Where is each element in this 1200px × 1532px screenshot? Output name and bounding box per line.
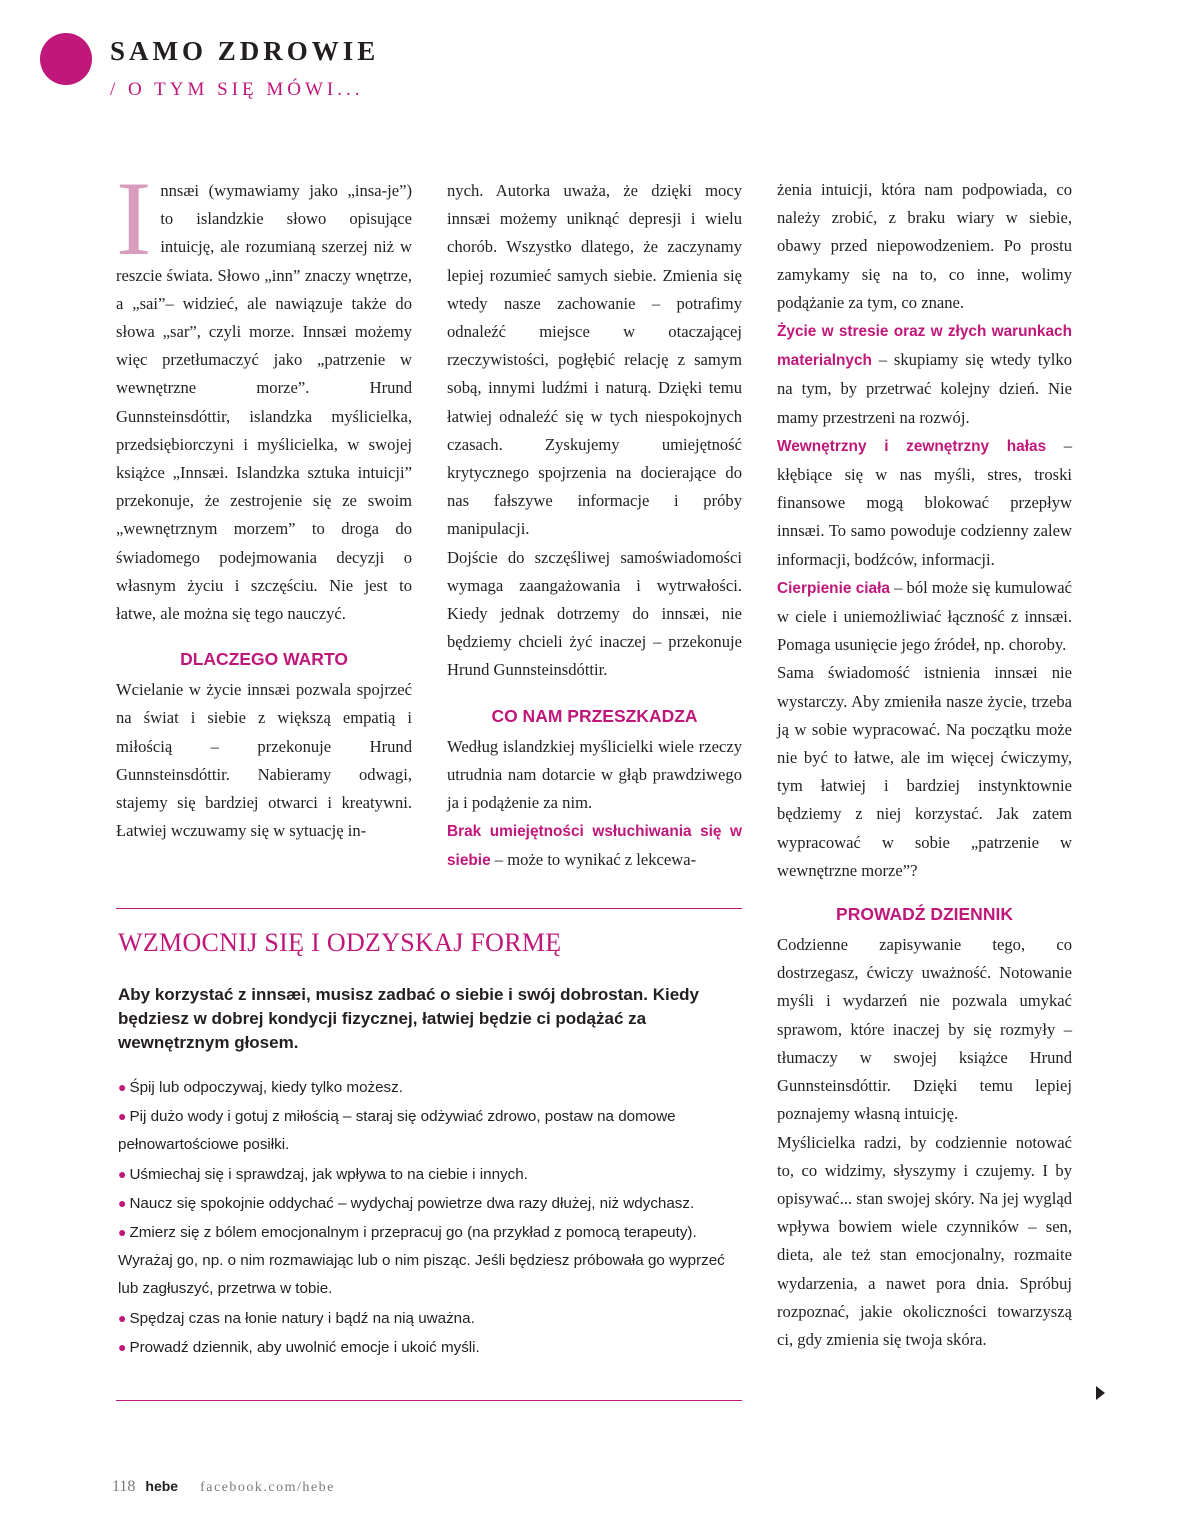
box-title: WZMOCNIJ SIĘ I ODZYSKAJ FORMĘ — [118, 928, 562, 957]
obstacle-text: – skupiamy się wtedy tylko na tym, by przetrwać kolejny dzień. Nie mamy przestrzeni na rozwój. — [777, 350, 1072, 427]
obstacle-lead: Życie w stresie oraz w złych warunkach materialnych — [777, 323, 1072, 370]
box-intro: Aby korzystać z innsæi, musisz zadbać o siebie i swój dobrostan. Kiedy będziesz w dobrej kondycji fizycznej, łatwiej będzie ci podążać za wewnętrznym głosem. — [118, 985, 699, 1052]
tips-list — [118, 1073, 746, 1362]
section-dot-icon — [40, 33, 92, 85]
triangle-right-icon — [1096, 1386, 1105, 1400]
bullet-icon: ● — [118, 1079, 127, 1095]
box-top-rule — [116, 908, 742, 909]
bullet-icon: ● — [118, 1338, 127, 1355]
why-paragraph: Wcielanie w życie innsæi pozwala spojrzeć na świat i siebie z większą empatią i miłością – przekonuje Hrund Gunnsteinsdóttir. Nabieramy odwagi, stajemy się bardziej otwarci i kreatywni. Łatwiej wczuwamy się w sytuację in- — [116, 680, 412, 841]
bullet-icon: ● — [118, 1108, 127, 1125]
tip-item — [118, 1304, 746, 1333]
tip-item — [118, 1333, 746, 1362]
obstacle-lead: Wewnętrzny i zewnętrzny hałas — [777, 437, 1047, 455]
tip-item — [118, 1160, 746, 1189]
bullet-icon: ● — [118, 1165, 127, 1182]
tip-text: Śpij lub odpoczywaj, kiedy tylko możesz. — [129, 1079, 403, 1096]
tip-text: Spędzaj czas na łonie natury i bądź na nią uważna. — [129, 1309, 475, 1327]
obstacle-lead: Cierpienie ciała — [777, 579, 890, 597]
bullet-icon: ● — [118, 1309, 127, 1326]
section-subtitle: / O TYM SIĘ MÓWI... — [110, 79, 364, 100]
obstacle-text: – może to wynikać z lekcewa- — [490, 850, 697, 870]
paragraph: żenia intuicji, która nam podpowiada, co należy zrobić, z braku wiary w siebie, obawy przed niepowodzeniem. Po prostu zamykamy się na to, co inne, wolimy podążanie za tym, co znane. — [777, 180, 1072, 312]
brand-logo: hebe — [145, 1478, 179, 1494]
tip-text: Uśmiechaj się i sprawdzaj, jak wpływa to na ciebie i innych. — [129, 1165, 528, 1183]
obstacle-paragraph — [447, 817, 742, 875]
heading-obstacles: CO NAM PRZESZKADZA — [491, 705, 698, 726]
page-number: 118 — [112, 1478, 136, 1495]
paragraph: Według islandzkiej myślicielki wiele rzeczy utrudnia nam dotarcie w głąb prawdziwego ja i podążenie za nim. — [447, 736, 742, 813]
tip-text: Prowadź dziennik, aby uwolnić emocje i ukoić myśli. — [129, 1338, 480, 1356]
bullet-icon: ● — [118, 1194, 127, 1211]
section-title: SAMO ZDROWIE — [110, 36, 380, 66]
intro-paragraph — [116, 160, 412, 628]
tip-item — [118, 1218, 746, 1304]
page-footer — [112, 1478, 335, 1496]
obstacle-paragraph — [777, 317, 1072, 432]
paragraph: Dojście do szczęśliwej samoświadomości wymaga zaangażowania i wytrwałości. Kiedy jednak dotrzemy do innsæi, nie będziemy chcieli żyć inaczej – przekonuje Hrund Gunnsteinsdóttir. — [447, 547, 742, 680]
box-bottom-rule — [116, 1400, 742, 1401]
drop-cap: I — [116, 160, 152, 277]
tip-text: Naucz się spokojnie oddychać – wydychaj powietrze dwa razy dłużej, niż wdychasz. — [129, 1194, 695, 1212]
paragraph: Sama świadomość istnienia innsæi nie wystarczy. Aby zmieniła nasze życie, trzeba ją w sobie wypracować. Na początku może nie być to łatwe, ale im więcej ćwiczymy, tym łatwiej i bardziej instynktownie będziemy z niej korzystać. Jak zatem wypracować w sobie „patrzenie w wewnętrzne morze”? — [777, 663, 1072, 880]
tip-text: Pij dużo wody i gotuj z miłością – staraj się odżywiać zdrowo, postaw na domowe pełnowartościowe posiłki. — [118, 1108, 676, 1154]
heading-journal: PROWADŹ DZIENNIK — [836, 904, 1013, 925]
obstacle-text: – ból może się kumulować w ciele i uniemożliwiać łączność z innsæi. Pomaga usunięcie jego źródeł, np. choroby. — [777, 577, 1073, 655]
bullet-icon: ● — [118, 1224, 127, 1241]
tip-item — [118, 1102, 746, 1159]
tip-item — [118, 1189, 746, 1218]
article-column-2 — [447, 177, 742, 876]
facebook-link[interactable]: facebook.com/hebe — [200, 1480, 335, 1495]
obstacle-text: – kłębiące się w nas myśli, stres, troski finansowe mogą blokować przepływ innsæi. To samo powoduje codzienny zalew informacji, bodźców, informacji. — [777, 435, 1072, 569]
obstacle-paragraph — [777, 432, 1072, 574]
tip-text: Zmierz się z bólem emocjonalnym i przepracuj go (na przykład z pomocą terapeuty). Wyrażaj go, np. o nim rozmawiając lub o nim pisząc. Jeśli będziesz próbowała go wyprzeć lub zagłuszyć, przetrwa w tobie. — [118, 1224, 725, 1298]
heading-why: DLACZEGO WARTO — [180, 649, 348, 670]
paragraph: Myślicielka radzi, by codziennie notować to, co widzimy, słyszymy i czujemy. I by opisywać... stan swojej skóry. Na jej wygląd wpływa bowiem wiele czynników – sen, dieta, ale też stan emocjonalny, rozmaite wydarzenia, a nawet pora dnia. Spróbuj rozpoznać, jakie okoliczności towarzyszą ci, gdy zmienia się twoja skóra. — [777, 1132, 1072, 1349]
obstacle-paragraph — [777, 574, 1072, 660]
article-column-3 — [777, 176, 1072, 1354]
tip-item — [118, 1073, 746, 1102]
paragraph: nych. Autorka uważa, że dzięki mocy innsæi możemy uniknąć depresji i wielu chorób. Wszystko dlatego, że zaczynamy lepiej rozumieć samych siebie. Zmienia się wtedy nasze zachowanie – potrafimy odnaleźć miejsce w otaczającej rzeczywistości, pogłębić relację z samym sobą, innymi ludźmi i naturą. Dzięki temu łatwiej odnaleźć się w tych niespokojnych czasach. Zyskujemy umiejętność krytycznego spojrzenia na docierające do nas fałszywe informacje i próby manipulacji. — [447, 181, 742, 539]
obstacle-lead: Brak umiejętności wsłuchiwania się w siebie — [447, 823, 742, 870]
article-column-1 — [116, 160, 412, 845]
paragraph: Codzienne zapisywanie tego, co dostrzegasz, ćwiczy uważność. Notowanie myśli i wydarzeń nie pozwala umykać sprawom, które inaczej by się rozmyły – tłumaczy w swojej książce Hrund Gunnsteinsdóttir. Dzięki temu lepiej poznajemy własną intuicję. — [777, 935, 1072, 1124]
intro-text: nnsæi (wymawiamy jako „insa-je”) to islandzkie słowo opisujące intuicję, ale rozumianą szerzej niż w reszcie świata. Słowo „inn” znaczy wnętrze, a „sai”– widzieć, ale nawiązuje także do słowa „sar”, czyli morze. Innsæi możemy więc przetłumaczyć jako „patrzenie w wewnętrzne morze”. Hrund Gunnsteinsdóttir, islandzka myślicielka, przedsiębiorczyni i myślicielka, w swojej książce „Innsæi. Islandzka sztuka intuicji” przekonuje, że zestrojenie się ze swoim „wewnętrznym morzem” to droga do świadomego podejmowania decyzji o własnym życiu i szczęściu. Nie jest to łatwe, ale można się tego nauczyć. — [116, 181, 412, 624]
